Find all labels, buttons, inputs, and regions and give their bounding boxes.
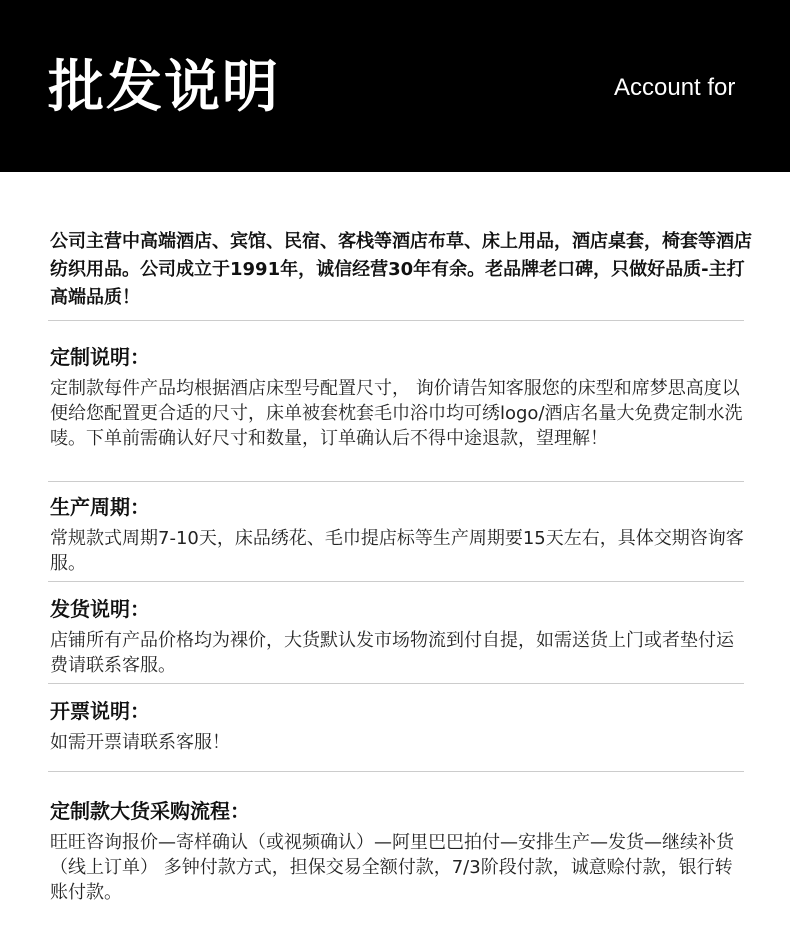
divider <box>48 320 744 321</box>
divider <box>48 481 744 482</box>
section-shipping <box>50 594 750 678</box>
header-banner <box>0 0 790 172</box>
divider <box>48 683 744 684</box>
section-bulk-process <box>50 796 750 905</box>
section-body: 常规款式周期7-10天，床品绣花、毛巾提店标等生产周期要15天左右，具体交期咨询客服。 <box>50 528 744 574</box>
section-heading: 定制说明： <box>50 345 150 369</box>
page-title: 批发说明 <box>48 55 280 120</box>
section-heading: 发货说明： <box>50 597 150 621</box>
section-heading: 定制款大货采购流程： <box>50 799 250 823</box>
divider <box>48 771 744 772</box>
section-body: 旺旺咨询报价—寄样确认（或视频确认）—阿里巴巴拍付—安排生产—发货—继续补货（线上订单） 多钟付款方式，担保交易全额付款，7/3阶段付款，诚意赊付款，银行转账付款。 <box>50 832 734 903</box>
section-heading: 开票说明： <box>50 699 150 723</box>
section-body: 如需开票请联系客服！ <box>50 732 230 753</box>
divider <box>48 581 744 582</box>
section-customization <box>50 342 750 451</box>
section-body: 定制款每件产品均根据酒店床型号配置尺寸， 询价请告知客服您的床型和席梦思高度以便给您配置更合适的尺寸，床单被套枕套毛巾浴巾均可绣logo/酒店名量大免费定制水洗唛。下单前需确认好尺寸和数量，订单确认后不得中途退款，望理解！ <box>50 378 743 449</box>
section-invoice <box>50 696 750 755</box>
page-subtitle: Account for <box>614 74 736 101</box>
section-body: 店铺所有产品价格均为裸价，大货默认发市场物流到付自提，如需送货上门或者垫付运费请联系客服。 <box>50 630 734 676</box>
company-intro: 公司主营中高端酒店、宾馆、民宿、客栈等酒店布草、床上用品，酒店桌套，椅套等酒店纺织用品。公司成立于1991年，诚信经营30年有余。老品牌老口碑，只做好品质-主打高端品质！ <box>50 231 752 308</box>
section-production-cycle <box>50 492 750 576</box>
section-heading: 生产周期： <box>50 495 150 519</box>
